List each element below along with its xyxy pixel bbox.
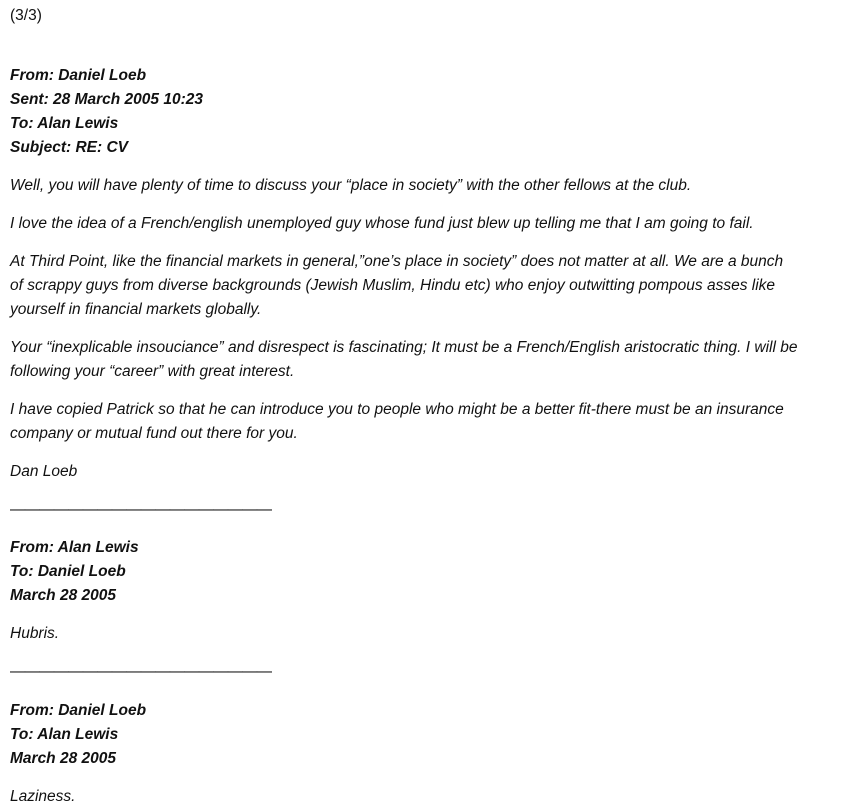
email1-paragraph-2-line-1: I love the idea of a French/english unemployed guy whose fund just blew up telling me that I am going to fail.	[10, 215, 754, 232]
email1-paragraph-4-line-1: Your “inexplicable insouciance” and disrespect is fascinating; It must be a French/English aristocratic thing. I will be	[10, 339, 798, 356]
email2-from: From: Alan Lewis	[10, 539, 139, 556]
email1-paragraph-3	[10, 250, 783, 322]
email1-paragraph-4-line-2: following your “career” with great interest.	[10, 363, 295, 380]
email2-to: To: Daniel Loeb	[10, 563, 126, 580]
email2-date: March 28 2005	[10, 587, 116, 604]
email1-paragraph-3-line-2: of scrappy guys from diverse backgrounds (Jewish Muslim, Hindu etc) who enjoy outwitting pompous asses like	[10, 277, 776, 294]
separator-1: ——————————————————	[10, 501, 271, 518]
email1-to: To: Alan Lewis	[10, 115, 119, 132]
email3-from: From: Daniel Loeb	[10, 702, 147, 719]
email1-paragraph-3-line-3: yourself in financial markets globally.	[10, 301, 262, 318]
email1-from: From: Daniel Loeb	[10, 67, 147, 84]
email1-paragraph-1	[10, 174, 691, 198]
email1-paragraph-5-line-2: company or mutual fund out there for you.	[10, 425, 298, 442]
email1-sent: Sent: 28 March 2005 10:23	[10, 91, 203, 108]
email3-to: To: Alan Lewis	[10, 726, 119, 743]
email1-signature: Dan Loeb	[10, 463, 78, 480]
email1-paragraph-3-line-1: At Third Point, like the financial markets in general,”one’s place in society” does not matter at all. We are a bunch	[10, 253, 784, 270]
email1-paragraph-2	[10, 212, 754, 236]
email3-date: March 28 2005	[10, 750, 116, 767]
email1-paragraph-5	[10, 398, 784, 446]
email1-paragraph-4	[10, 336, 797, 384]
email1-paragraph-1-line-1: Well, you will have plenty of time to discuss your “place in society” with the other fellows at the club.	[10, 177, 692, 194]
separator-2: ——————————————————	[10, 663, 271, 680]
email1-paragraph-5-line-1: I have copied Patrick so that he can introduce you to people who might be a better fit-there must be an insurance	[10, 401, 784, 418]
email3-body: Laziness.	[10, 788, 76, 805]
email1-subject: Subject: RE: CV	[10, 139, 128, 156]
page-marker: (3/3)	[10, 7, 42, 24]
email2-body: Hubris.	[10, 625, 60, 642]
